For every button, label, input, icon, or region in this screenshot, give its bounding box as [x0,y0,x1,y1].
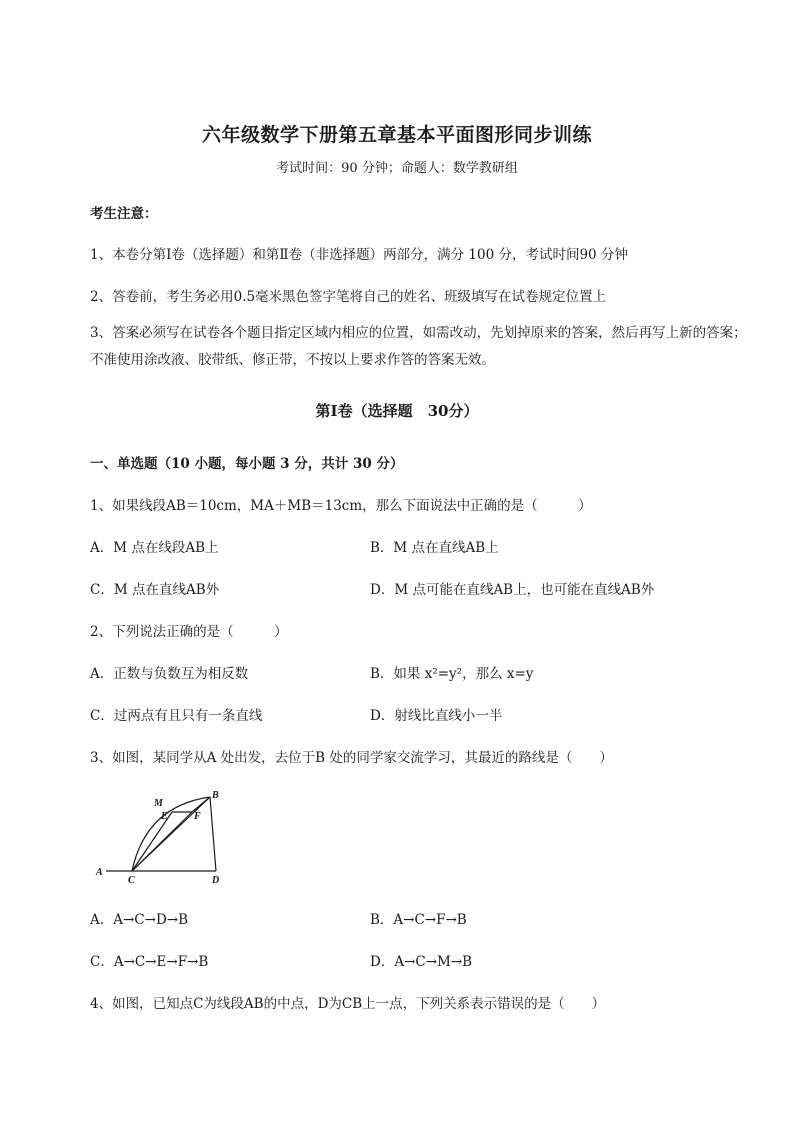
question-1-stem: 1、如果线段AB＝10cm，MA＋MB＝13cm，那么下面说法中正确的是（ ） [90,498,592,514]
question-3-option-d: D．A→C→M→B [370,954,473,970]
question-2-stem: 2、下列说法正确的是（ ） [90,624,288,640]
label-c: C [128,875,135,886]
question-2-option-a: A．正数与负数互为相反数 [90,666,249,682]
question-4-stem: 4、如图，已知点C为线段AB的中点，D为CB上一点，下列关系表示错误的是（ ） [90,996,606,1012]
question-3-option-b: B．A→C→F→B [370,912,467,928]
exam-subtitle: 考试时间：90 分钟；命题人：数学教研组 [276,161,518,176]
question-3-option-c: C．A→C→E→F→B [90,954,209,970]
question-3-stem: 3、如图，某同学从A 处出发，去位于B 处的同学家交流学习，其最近的路线是（ ） [90,750,613,766]
label-f: F [194,811,201,822]
route-figure [90,786,230,886]
note-item-2: 2、答卷前，考生务必用0.5毫米黑色签字笔将自己的姓名、班级填写在试卷规定位置上 [90,289,607,305]
section-title: 第Ⅰ卷（选择题 30分） [315,402,479,420]
label-d: D [212,875,220,886]
line-f-b [192,797,210,812]
question-1-option-a: A．M 点在线段AB上 [90,540,219,556]
question-3-option-a: A．A→C→D→B [90,912,189,928]
exam-title: 六年级数学下册第五章基本平面图形同步训练 [201,124,592,146]
label-e: E [161,811,168,822]
line-b-d [210,797,216,871]
note-item-1: 1、本卷分第Ⅰ卷（选择题）和第Ⅱ卷（非选择题）两部分，满分 100 分，考试时间90 分钟 [90,247,628,263]
label-m: M [154,798,163,809]
label-a: A [96,867,103,878]
label-b: B [212,790,219,801]
question-1-option-d: D．M 点可能在直线AB上，也可能在直线AB外 [370,582,655,598]
question-2-option-c: C．过两点有且只有一条直线 [90,708,263,724]
note-item-3: 3、答案必须写在试卷各个题目指定区域内相应的位置，如需改动，先划掉原来的答案，然后再写上新的答案；不准使用涂改液、胶带纸、修正带，不按以上要求作答的答案无效。 [90,325,747,368]
question-1-option-c: C．M 点在直线AB外 [90,582,220,598]
part-heading: 一、单选题（10 小题，每小题 3 分，共计 30 分） [90,456,404,472]
question-1-option-b: B．M 点在直线AB上 [370,540,499,556]
question-2-option-b: B．如果 x²=y²，那么 x=y [370,666,534,682]
notes-heading: 考生注意： [90,206,158,222]
question-2-option-d: D．射线比直线小一半 [370,708,503,724]
